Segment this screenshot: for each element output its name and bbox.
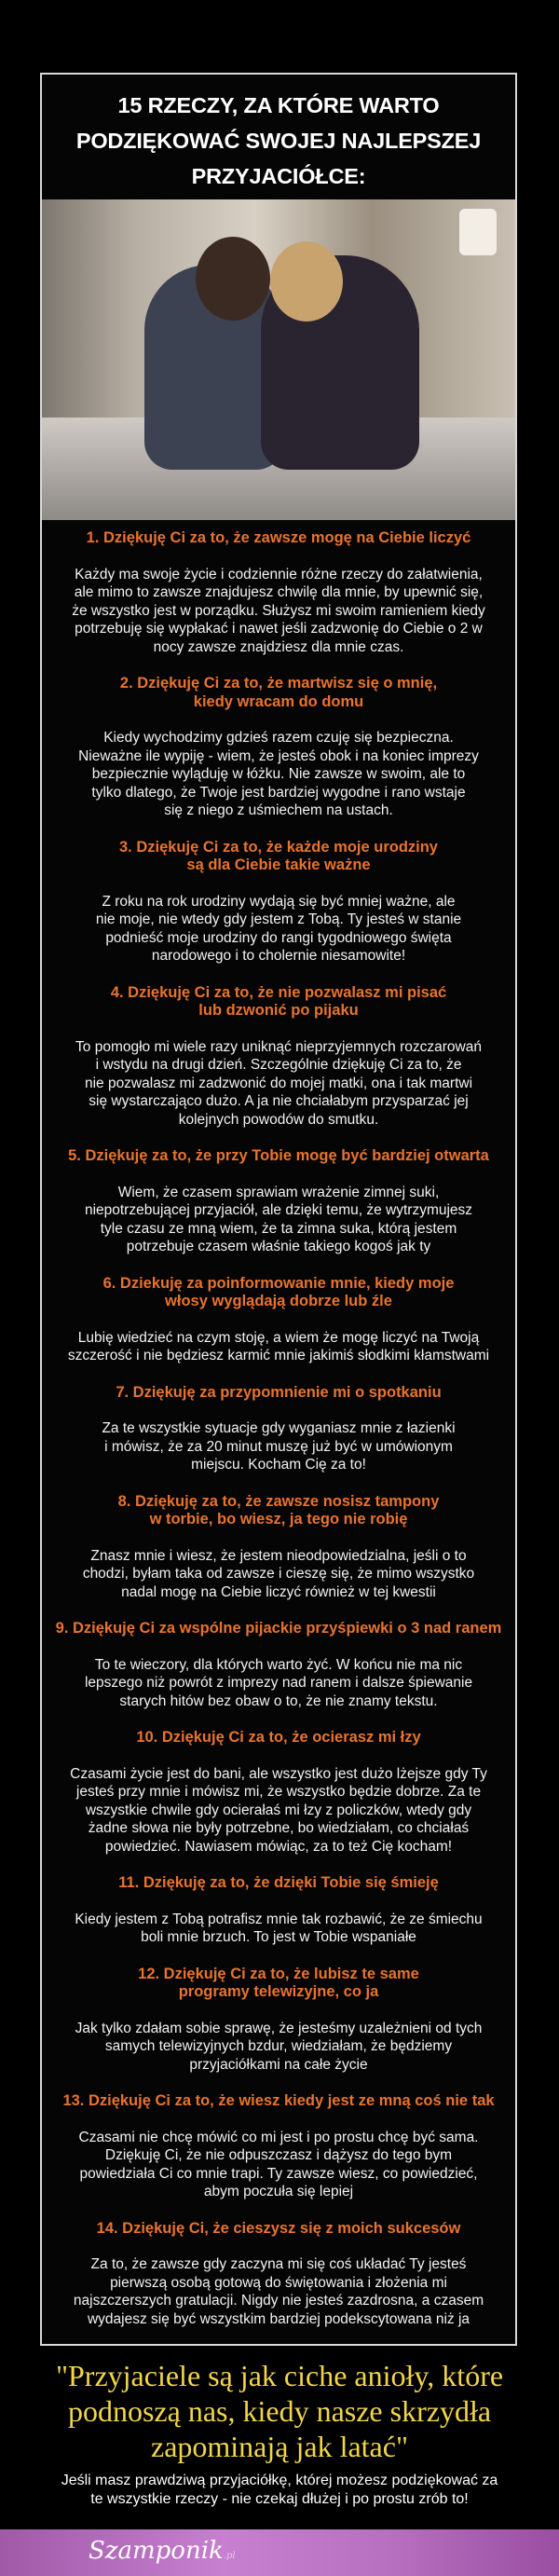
- item-body: Znasz mnie i wiesz, że jestem nieodpowiedzialna, jeśli o to chodzi, byłam taka od zawsze i cieszę się, że mimo wszystko nadal mogę na Ciebie liczyć również w tej kwestii: [82, 1547, 475, 1600]
- item-body: Każdy ma swoje życie i codziennie różne rzeczy do załatwienia, ale mimo to zawsze znajdujesz chwilę dla mnie, by upewnić się, że wszystko jest w porządku. Służysz mi swoim ramieniem kiedy potrzebuję się wypłakać i nawet jeśli zadzwonię do Ciebie o 2 w nocy zawsze znajdziesz dla mnie czas.: [72, 566, 485, 655]
- item-heading: 11. Dziękuję za to, że dzięki Tobie się śmieję: [118, 1874, 439, 1891]
- item-heading: 5. Dziękuję za to, że przy Tobie mogę być bardziej otwarta: [68, 1147, 489, 1164]
- article-frame: [40, 73, 517, 2346]
- article-title: 15 RZECZY, ZA KTÓRE WARTO PODZIĘKOWAĆ SWOJEJ NAJLEPSZEJ PRZYJACIÓŁCE:: [75, 93, 482, 188]
- item-body: Za to, że zawsze gdy zaczyna mi się coś układać Ty jesteś pierwszą osobą gotową do świętowania i złożenia mi najszczerszych gratulacji. Nigdy nie jesteś zazdrosna, a czasem wydajesz się być wszystkim bardziej podekscytowana niż ja: [73, 2256, 484, 2327]
- item-heading: 12. Dziękuję Ci za to, że lubisz te same programy telewizyjne, co ja: [138, 1965, 419, 2000]
- item-heading: 9. Dziękuję Ci za wspólne pijackie przyśpiewki o 3 nad ranem: [55, 1620, 502, 1637]
- item-heading: 7. Dziękuję za przypomnienie mi o spotkaniu: [116, 1383, 442, 1401]
- item-heading: 6. Dziekuję za poinformowanie mnie, kiedy moje włosy wyglądają dobrze lub źle: [102, 1274, 455, 1309]
- item-body: Wiem, że czasem sprawiam wrażenie zimnej suki, niepotrzebującej przyjaciół, ale dzięki temu, że wytrzymujesz tyle czasu ze mną wiem, że ta zimna suka, którą jestem potrzebuje czasem właśnie takiego kogoś jak ty: [84, 1184, 473, 1254]
- item-heading: 3. Dziękuję Ci za to, że każde moje urodziny są dla Ciebie takie ważne: [118, 838, 438, 873]
- item-heading: 10. Dziękuję Ci za to, że ocierasz mi łzy: [136, 1729, 421, 1746]
- item-body: Z roku na rok urodziny wydają się być mniej ważne, ale nie moje, nie wtedy gdy jestem z Tobą. Ty jesteś w stanie podnieść moje urodziny do rangi tygodniowego święta narodowego i to cholernie niesamowite!: [95, 893, 462, 964]
- items-list: [42, 520, 515, 2346]
- quote: "Przyjaciele są jak ciche anioły, które podnoszą nas, kiedy nasze skrzydła zapominają jak latać": [55, 2359, 504, 2463]
- friends-photo: [42, 199, 515, 520]
- subtitle: Jeśli masz prawdziwą przyjaciółkę, której możesz podziękować za te wszystkie rzeczy - nie czekaj dłużej i po prostu zrób to!: [61, 2473, 498, 2507]
- item-body: Jak tylko zdałam sobie sprawę, że jesteśmy uzależnieni od tych samych telewizyjnych bzdur, wiedziałam, że będziemy przyjaciółkami na całe życie: [75, 2020, 483, 2073]
- item-body: Kiedy jestem z Tobą potrafisz mnie tak rozbawić, że ze śmiechu boli mnie brzuch. To jest w Tobie wspaniałe: [75, 1911, 483, 1945]
- item-body: Czasami nie chcę mówić co mi jest i po prostu chcę być sama. Dziękuję Ci, że nie odpuszczasz i dążysz do tego bym powiedziała Ci co mnie trapi. Ty zawsze wiesz, co powiedzieć, abym poczuła się lepiej: [78, 2129, 479, 2199]
- item-heading: 4. Dziękuję Ci za to, że nie pozwalasz mi pisać lub dzwonić po pijaku: [110, 983, 447, 1019]
- item-body: Lubię wiedzieć na czym stoję, a wiem że mogę liczyć na Twoją szczerość i nie będziesz karmić mnie jakimiś słodkimi kłamstwami: [67, 1329, 490, 1363]
- item-heading: 1. Dziękuję Ci za to, że zawsze mogę na Ciebie liczyć: [86, 529, 471, 546]
- item-body: Kiedy wychodzimy gdzieś razem czuję się bezpieczna. Nieważne ile wypiję - wiem, że jesteś obok i na koniec imprezy bezpiecznie wyląduję w łóżku. Nie zawsze w swoim, ale to tylko dlatego, że Twoje jest bardziej wygodne i rano wstaje się z niego z uśmiechem na ustach.: [78, 730, 479, 818]
- footer-banner[interactable]: [0, 2529, 559, 2576]
- item-heading: 8. Dziękuję za to, że zawsze nosisz tampony w torbie, bo wiesz, ja tego nie robię: [117, 1492, 440, 1528]
- item-body: To te wieczory, dla których warto żyć. W końcu nie ma nic lepszego niż powrót z imprezy nad ranem i dalsze śpiewanie starych hitów bez obaw o to, że nie znamy tekstu.: [84, 1656, 473, 1709]
- item-body: To pomogło mi wiele razy uniknąć nieprzyjemnych rozczarowań i wstydu na drugi dzień. Szczególnie dziękuję Ci za to, że nie pozwalasz mi zadzwonić do mojej matki, ona i tak martwi się wystarczająco dużo. A ja nie chciałabym przysparzać jej kolejnych powodów do smutku.: [75, 1038, 482, 1128]
- item-body: Za te wszystkie sytuacje gdy wyganiasz mnie z łazienki i mówisz, że za 20 minut muszę już być w umówionym miejscu. Kocham Cię za to!: [102, 1420, 456, 1473]
- item-heading: 13. Dziękuję Ci za to, że wiesz kiedy jest ze mną coś nie tak: [62, 2092, 495, 2109]
- item-heading: 14. Dziękuję Ci, że cieszysz się z moich sukcesów: [96, 2219, 461, 2237]
- site-logo[interactable]: Szamponik.pl: [89, 2537, 236, 2565]
- item-body: Czasami życie jest do bani, ale wszystko jest dużo lżejsze gdy Ty jesteś przy mnie i mówisz mi, że wszystko będzie dobrze. Za te wszystkie chwile gdy ocierałaś mi łzy z policzków, wtedy gdy żadne słowa nie były potrzebne, bo wiedziałam, co chciałaś powiedzieć. Nawiasem mówiąc, za to też Cię kocham!: [70, 1765, 487, 1855]
- item-heading: 2. Dziękuję Ci za to, że martwisz się o mnię, kiedy wracam do domu: [119, 675, 438, 710]
